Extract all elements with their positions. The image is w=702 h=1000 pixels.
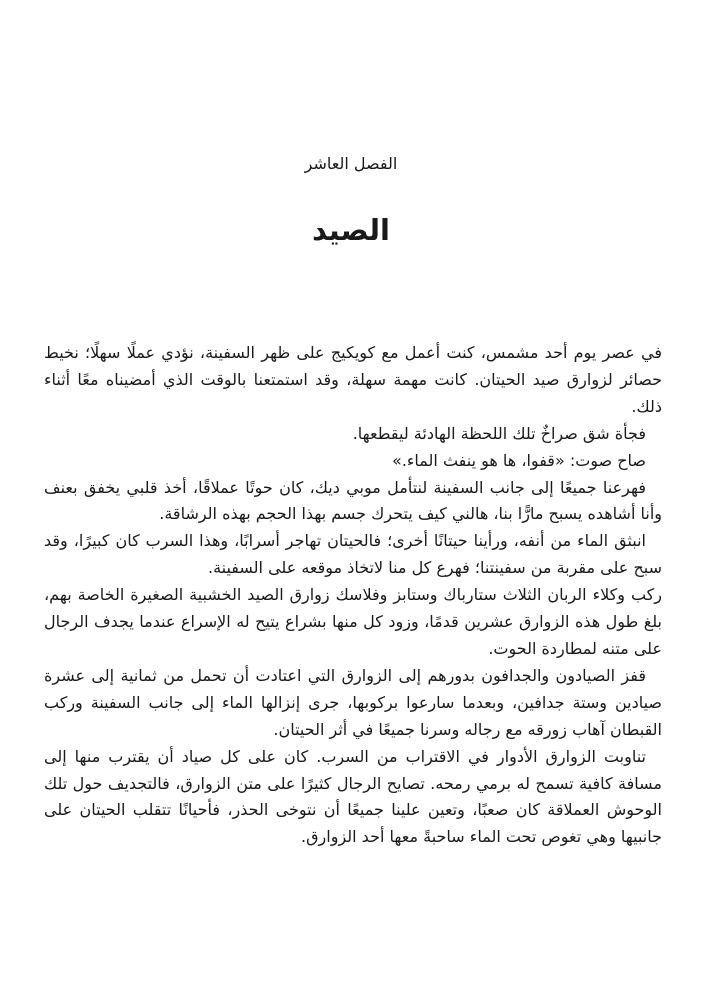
paragraph: تناوبت الزوارق الأدوار في الاقتراب من السرب. كان على كل صياد أن يقترب منها إلى مسافة كافية تسمح له برمي رمحه. تصايح الرجال كثيرًا على متن الزوارق، فالتجديف حول تلك الوحوش العملاقة كان صعبًا، وتعين علينا جميعًا أن نتوخى الحذر، فأحيانًا تتقلب الحيتان على جانبيها وهي تغوص تحت الماء ساحبةً معها أحد الزوارق. <box>44 746 662 847</box>
chapter-body <box>44 340 662 851</box>
chapter-label: الفصل العاشر <box>304 154 398 173</box>
paragraph: صاح صوت: «قفوا، ها هو ينفث الماء.» <box>392 450 646 470</box>
paragraph: في عصر يوم أحد مشمس، كنت أعمل مع كويكيج على ظهر السفينة، نؤدي عملًا سهلًا؛ نخيط حصائر لزوارق صيد الحيتان. كانت مهمة سهلة، وقد استمتعنا بالوقت الذي أمضيناه معًا أثناء ذلك. <box>44 343 662 416</box>
paragraph: انبثق الماء من أنفه، ورأينا حيتانًا أخرى؛ فالحيتان تهاجر أسرابًا، وهذا السرب كان كبيرًا، وقد سبح على مقربة من سفينتنا؛ فهرع كل منا لاتخاذ موقعه على السفينة. <box>44 531 662 578</box>
paragraph: ركب وكلاء الربان الثلاث ستارباك وستابز وفلاسك زوارق الصيد الخشبية الصغيرة الخاصة بهم، بلغ طول هذه الزوارق عشرين قدمًا، وزود كل منها بشراع يتيح له الإسراع عندما يجدف الرجال على متنه لمطاردة الحوت. <box>44 585 662 658</box>
paragraph: فهرعنا جميعًا إلى جانب السفينة لنتأمل موبي ديك، كان حوتًا عملاقًا، أخذ قلبي يخفق بعنف وأنا أشاهده يسبح مارًّا بنا، هالني كيف يتحرك جسم بهذا الحجم بهذه الرشاقة. <box>44 477 662 524</box>
chapter-title: الصيد <box>312 213 390 247</box>
paragraph: فجأة شق صراخٌ تلك اللحظة الهادئة ليقطعها. <box>352 423 646 443</box>
paragraph: قفز الصيادون والجدافون بدورهم إلى الزوارق التي اعتادت أن تحمل من ثمانية إلى عشرة صيادين وستة جدافين، وبعدما سارعوا بركوبها، جرى إنزالها الماء إلى جانب السفينة وركب القبطان آهاب زورقه مع رجاله وسرنا جميعًا في أثر الحيتان. <box>44 665 662 739</box>
